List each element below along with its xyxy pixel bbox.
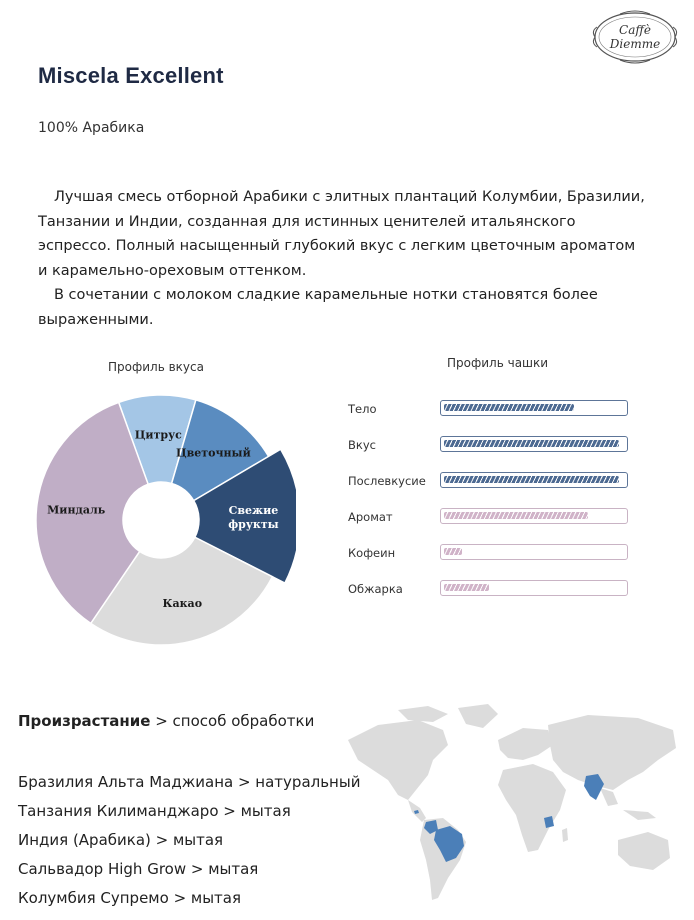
origins-list [18,768,360,913]
cup-profile-label: Вкус [348,438,376,452]
cup-profile-row [330,508,640,532]
cup-profile-track [440,436,628,452]
cup-profile-row [330,544,640,568]
cup-profile-bar [444,440,619,447]
cup-profile-row [330,400,640,424]
cup-profile-track [440,472,628,488]
taste-profile-title: Профиль вкуса [108,360,204,374]
cup-profile-label: Аромат [348,510,393,524]
caffe-diemme-logo [590,8,680,66]
logo-line2: Diemme [609,37,661,51]
description-paragraph-1: Лучшая смесь отборной Арабики с элитных плантаций Колумбии, Бразилии, Танзании и Индии, созданная для истинных ценителей итальянского эспрессо. Полный насыщенный глубокий вкус с легким цветочным ароматом и карамельно-ореховым оттенком. [38,189,645,279]
description-paragraph-2: В сочетании с молоком сладкие карамельные нотки становятся более выраженными. [38,287,598,328]
description [38,185,648,332]
donut-label-3: Какао [162,596,203,610]
cup-profile-bar-chart [330,400,640,610]
origin-item: Индия (Арабика) > мытая [18,831,224,849]
cup-profile-bar [444,476,619,483]
cup-profile-title: Профиль чашки [447,356,549,370]
origins-heading-rest: > способ обработки [150,712,315,730]
cup-profile-bar [444,512,588,519]
origin-item: Бразилия Альта Маджиана > натуральный [18,773,361,791]
cup-profile-track [440,400,628,416]
donut-hole [123,482,199,558]
donut-label-2: Свежие фрукты [228,504,279,532]
cup-profile-track [440,508,628,524]
cup-profile-label: Тело [348,402,377,416]
origins-heading [18,712,314,730]
cup-profile-row [330,436,640,460]
cup-profile-label: Кофеин [348,546,396,560]
world-map [338,700,683,910]
page-title: Miscela Excellent [38,63,224,88]
cup-profile-label: Обжарка [348,582,403,596]
donut-label-0: Цитрус [134,428,182,442]
cup-profile-bar [444,404,574,411]
origin-item: Танзания Килиманджаро > мытая [18,802,291,820]
cup-profile-row [330,580,640,604]
donut-label-4: Миндаль [47,503,106,517]
origin-item: Колумбия Супремо > мытая [18,889,242,907]
cup-profile-label: Послевкусие [348,474,426,488]
origins-heading-bold: Произрастание [18,712,151,730]
taste-profile-donut-chart [26,390,296,650]
cup-profile-track [440,580,628,596]
logo-line1: Caffè [619,23,651,37]
cup-profile-bar [444,584,489,591]
cup-profile-track [440,544,628,560]
cup-profile-row [330,472,640,496]
page-subtitle: 100% Арабика [38,120,145,136]
donut-label-1: Цветочный [176,446,251,460]
origin-item: Сальвадор High Grow > мытая [18,860,259,878]
map-land [348,704,676,900]
cup-profile-bar [444,548,462,555]
